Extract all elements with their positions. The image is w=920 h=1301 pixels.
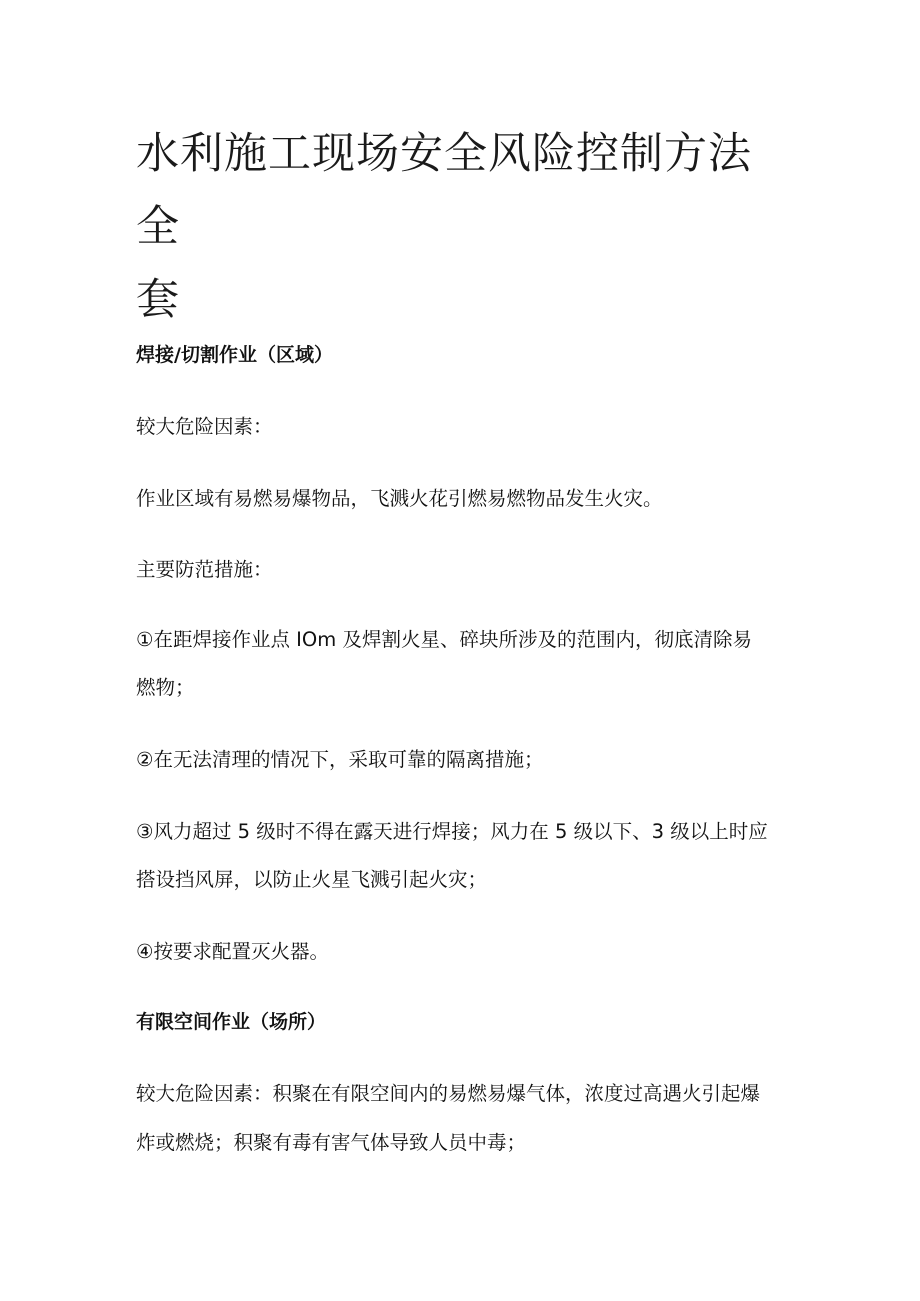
measure-3-line-2: 搭设挡风屏，以防止火星飞溅引起火灾； [136, 868, 488, 891]
section-heading-confined-space: 有限空间作业（场所） [136, 1011, 327, 1033]
title-line-1: 水利施工现场安全风险控制方法全 [136, 129, 752, 252]
hazard-label: 较大危险因素： [136, 415, 273, 438]
measure-1-line-2: 燃物； [136, 676, 195, 699]
measure-2: ②在无法清理的情况下，采取可靠的隔离措施； [136, 748, 544, 771]
section-heading-welding: 焊接/切割作业（区域） [136, 344, 333, 366]
measure-3-line-1: ③风力超过 5 级时不得在露天进行焊接；风力在 5 级以下、3 级以上时应 [136, 820, 768, 843]
measure-4: ④按要求配置灭火器。 [136, 940, 329, 963]
measure-1-line-1: ①在距焊接作业点 IOm 及焊割火星、碎块所涉及的范围内，彻底清除易 [136, 628, 752, 651]
confined-hazard-line-2: 炸或燃烧；积聚有毒有害气体导致人员中毒； [136, 1131, 527, 1154]
document-title [136, 118, 786, 337]
measures-label: 主要防范措施： [136, 558, 273, 581]
title-line-2: 套 [136, 275, 180, 325]
hazard-text: 作业区域有易燃易爆物品，飞溅火花引燃易燃物品发生火灾。 [136, 487, 663, 510]
confined-hazard-line-1: 较大危险因素：积聚在有限空间内的易燃易爆气体，浓度过高遇火引起爆 [136, 1082, 761, 1105]
